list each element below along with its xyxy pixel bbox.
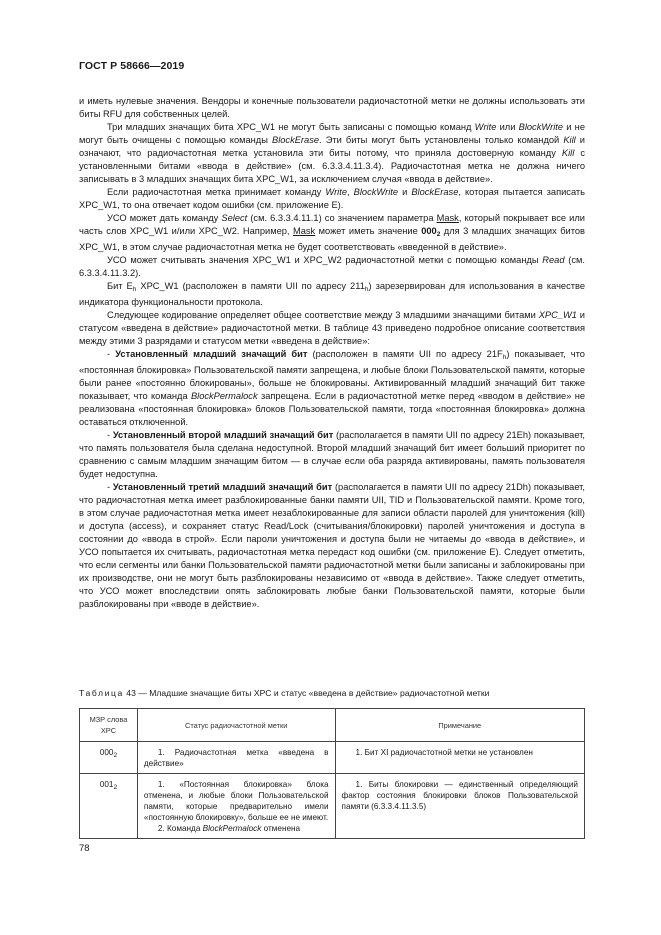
col-header-note: Примечание [335,709,584,742]
list-item-second-lsb: - Установленный второй младший значащий бит (располагается в памяти UII по адресу 21Eh) показывает, что память пользователя была сделана недоступной. Второй младший значащий бит имеет больший приоритет по сравнению с самым младшим значащим битом — в случае если оба разряда активированы, память пользователя будет недоступна. [79,430,585,479]
paragraph-6: Бит $E_h$ XPC_W1 (расположен в памяти UII по адресу $211_h$) зарезервирован для использования в качестве индикатора функциональности протокола. [79,281,586,307]
table-cell-status: 1. Радиочастотная метка «введена в действие» [137,742,335,774]
paragraph-2: Три младших значащих бита XPC_W1 не могут быть записаны с помощью команд Write или BlockWrite и не могут быть очищены с помощью команды BlockErase. Эти биты могут быть установлены только командой Kill и означают, что радиочастотная метка установила эти биты потому, что приняла достоверную команду Kill с установленными битами «ввода в действие» (см. 6.3.3.4.11.3.4). Радиочастотная метка не должна ничего записывать в 3 младших значащих бита XPC_W1, за исключением случая «ввода в действие». [79,122,585,184]
body-text [79,95,585,611]
table-cell-note: 1. Биты блокировки — единственный определяющий фактор состояния блокировки блоков Пользовательской памяти (6.3.3.4.11.3.5) [335,774,584,839]
col-header-xpc-lsb: МЗР слова XPC [80,709,138,742]
table-header-row [80,709,585,742]
page-number: 78 [79,843,90,854]
paragraph-1: и иметь нулевые значения. Вендоры и конечные пользователи радиочастотной метки не должны использовать эти биты RFU для собственных целей. [79,96,585,119]
table-cell-note: 1. Бит XI радиочастотной метки не установлен [335,742,584,774]
col-header-status: Статус радиочастотной метки [137,709,335,742]
table-row [80,742,585,774]
paragraph-4: УСО может дать команду Select (см. 6.3.3.4.11.1) со значением параметра Mask, который покрывает все или часть слов XPC_W1 и/или XPC_W2. Например, Mask может иметь значение $000_2$ для 3 младших значащих битов XPC_W1, в этом случае радиочастотная метка не будет соответствовать «введенной в действие». [79,213,585,252]
table-cell-code: $000_2$ [80,742,138,774]
table-row [80,774,585,839]
list-item-third-lsb: - Установленный третий младший значащий бит (располагается в памяти UII по адресу 21Dh) показывает, что радиочастотная метка имеет разблокированные банки памяти UII, TID и Пользовательской памяти. Кроме того, в этом случае радиочастотная метка имеет незаблокированные для записи области паролей для уничтожения (kill) и доступа (access), и сохраняет статус Read/Lock (считывания/блокировки) паролей уничтожения и доступа в состоянии до «ввода в строй». Если пароли уничтожения и доступа были не читаемы до «ввода в действие», и УСО попытается их считывать, радиочастотная метка передаст код ошибки (см. приложение Е). Следует отметить, что если сегменты или банки Пользовательской памяти радиочастотной метки были записаны и заблокированы при их производстве, они не могут быть разблокированы независимо от «ввода в действие». Также следует отметить, что УСО может впоследствии опять заблокировать любые банки Пользовательской памяти, которые были разблокированы при «вводе в действие». [79,482,585,609]
document-header: ГОСТ Р 58666—2019 [79,60,185,72]
table-cell-code: $001_2$ [80,774,138,839]
table-caption: Таблица 43 — Младшие значащие биты XPC и статус «введена в действие» радиочастотной метки [79,688,490,698]
table-43 [79,708,585,839]
table-cell-status: 1. «Постоянная блокировка» блока отменена, и любые блоки Пользовательской памяти, которые предварительно имели «постоянную блокировку», больше ее не имеют. 2. Команда BlockPermalock отменена [137,774,335,839]
paragraph-7: Следующее кодирование определяет общее соответствие между 3 младшими значащими битами XPC_W1 и статусом «введена в действие» радиочастотной метки. В таблице 43 приведено подробное описание соответствия между этими 3 разрядами и статусом метки «введена в действие»: [79,310,585,346]
paragraph-3: Если радиочастотная метка принимает команду Write, BlockWrite и BlockErase, которая пытается записать XPC_W1, то она отвечает кодом ошибки (см. приложение Е). [79,187,586,210]
paragraph-5: УСО может считывать значения XPC_W1 и XPC_W2 радиочастотной метки с помощью команды Read (см. 6.3.3.4.11.3.2). [79,255,585,278]
list-item-lsb: - Установленный младший значащий бит (расположен в памяти UII по адресу $21F_h$) показывает, что «постоянная блокировка» Пользовательской памяти запрещена, и любые блоки Пользовательской памяти, которые были ранее «постоянно блокированы», больше не блокированы. Активированный младший значащий бит также показывает, что команда BlockPermalock запрещена. Если в радиочастотной метке перед «вводом в действие» не реализована «постоянная блокировка» блоков Пользовательской памяти, тогда «постоянная блокировка» должна оставаться отключенной. [79,349,585,427]
